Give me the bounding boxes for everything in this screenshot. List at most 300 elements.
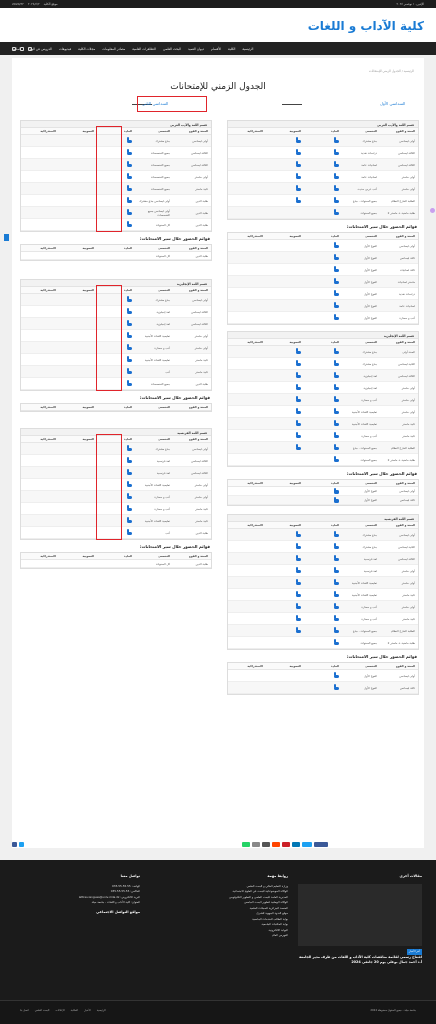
download-hand-icon[interactable]: [126, 380, 132, 386]
footer-post-title[interactable]: افتتاح رسمي لقائمة مناقشات كلية الآداب و اللغات من طرف مدير الجامعة أ.د أحمد جمال بوعلي يوم 20 جانفي 2024: [299, 955, 422, 964]
download-hand-icon[interactable]: [126, 149, 132, 155]
share-icon-2[interactable]: [19, 842, 24, 847]
random-icon[interactable]: [20, 47, 24, 51]
attendance-row: [228, 682, 418, 694]
download-hand-icon[interactable]: [333, 314, 339, 320]
table-cell: ثالثة ليسانس: [399, 685, 415, 690]
footer-link-4[interactable]: الوكالة الوطنية لتطوير البحث الجامعي: [244, 900, 288, 904]
table-cell: [266, 591, 304, 598]
left-attendance-table: [20, 552, 212, 569]
column-header: السنة و الفوج: [188, 129, 208, 133]
download-hand-icon[interactable]: [333, 456, 339, 462]
table-heading: قسم اللغة الفرنسية: [228, 515, 418, 522]
download-hand-icon[interactable]: [295, 627, 301, 633]
table-cell: جميع السنوات - جذع: [352, 628, 377, 633]
column-header: التخصص: [365, 664, 377, 668]
table-cell: [266, 627, 304, 634]
attendance-row: [228, 252, 418, 264]
download-hand-icon[interactable]: [295, 567, 301, 573]
table-row: [228, 553, 418, 565]
table-cell: [266, 603, 304, 610]
table-cell: تعليمية اللغات الأجنبية: [144, 357, 170, 362]
column-header: السنة و الفوج: [188, 405, 208, 409]
table-cell: [266, 348, 304, 355]
topbar-today: الإثنين، ١ نوفمبر ٢٠٢٤: [396, 2, 424, 6]
download-hand-icon[interactable]: [333, 615, 339, 621]
table-cell: [304, 531, 342, 538]
download-hand-icon[interactable]: [126, 209, 132, 215]
table-header-row: [228, 480, 418, 487]
table-cell: طلبة الدين: [195, 198, 208, 203]
column-header: السنة و الفوج: [188, 437, 208, 441]
nav-item-resources[interactable]: مصادر المعلومات: [102, 46, 126, 51]
table-cell: جذع مشترك: [362, 361, 377, 366]
table-cell: الفوج الأول: [364, 255, 377, 260]
search-icon[interactable]: [12, 47, 16, 51]
download-hand-icon[interactable]: [295, 137, 301, 143]
column-header: التخصص: [365, 234, 377, 238]
table-cell: [304, 432, 342, 439]
attendance-title: قوائم الحضور خلال سير الامتحانات:: [346, 654, 417, 659]
table-cell: جذع مشترك: [362, 532, 377, 537]
download-hand-icon[interactable]: [126, 221, 132, 227]
side-tab-icon[interactable]: [4, 234, 9, 241]
download-hand-icon[interactable]: [333, 185, 339, 191]
download-hand-icon[interactable]: [333, 432, 339, 438]
table-cell: الفوج الأول: [364, 315, 377, 320]
download-hand-icon[interactable]: [333, 555, 339, 561]
download-hand-icon[interactable]: [333, 672, 339, 678]
download-hand-icon[interactable]: [333, 396, 339, 402]
table-cell: لغة إنجليزية: [156, 309, 170, 314]
table-cell: [266, 567, 304, 574]
footer-phone: الهاتف: 035.55.55.55: [112, 883, 140, 888]
footer-link-6[interactable]: موقع الندوة الجهوية للشرق: [256, 911, 288, 915]
table-cell: [266, 555, 304, 562]
table-cell: [266, 372, 304, 379]
table-cell: أولى ماستر: [401, 385, 415, 390]
top-bar: [0, 0, 436, 8]
download-hand-icon[interactable]: [333, 302, 339, 308]
table-cell: [304, 254, 342, 261]
attendance-row: [228, 487, 418, 496]
column-header: السنة و الفوج: [395, 234, 415, 238]
download-hand-icon[interactable]: [126, 173, 132, 179]
left-attendance-table: [20, 403, 212, 412]
table-cell: أولى ليسانس: [399, 532, 415, 537]
download-hand-icon[interactable]: [333, 408, 339, 414]
download-hand-icon[interactable]: [295, 420, 301, 426]
table-cell: [304, 591, 342, 598]
table-cell: [266, 579, 304, 586]
menu-icon[interactable]: [28, 47, 32, 51]
table-cell: أدب و حضارة: [361, 397, 377, 402]
table-cell: أولى ماستر: [401, 580, 415, 585]
table-cell: أدب: [165, 530, 170, 535]
download-hand-icon[interactable]: [333, 444, 339, 450]
footer-link-7[interactable]: بوابة الطالب للخدمات الجامعية: [252, 916, 288, 921]
topbar-left: [12, 2, 58, 6]
table-heading: قسم اللغة الفرنسية: [21, 429, 211, 436]
download-hand-icon[interactable]: [126, 505, 132, 511]
share-whatsapp-icon[interactable]: [242, 842, 250, 847]
table-row: [228, 135, 418, 147]
table-cell: كل السنوات: [155, 222, 170, 227]
table-cell: [304, 615, 342, 622]
table-cell: لغة إنجليزية: [363, 373, 377, 378]
download-hand-icon[interactable]: [333, 684, 339, 690]
column-header: السنة و الفوج: [188, 554, 208, 558]
table-row: [228, 147, 418, 159]
share-facebook-icon[interactable]: [314, 842, 328, 847]
column-header: التصويبة: [82, 246, 94, 250]
table-cell: [266, 360, 304, 367]
table-cell: جميع السنوات: [360, 640, 377, 645]
download-hand-icon[interactable]: [295, 531, 301, 537]
download-hand-icon[interactable]: [126, 185, 132, 191]
download-hand-icon[interactable]: [333, 627, 339, 633]
attendance-row: [228, 276, 418, 288]
download-hand-icon[interactable]: [333, 209, 339, 215]
share-icon-1[interactable]: [12, 842, 17, 847]
table-cell: [304, 197, 342, 204]
table-cell: ثالثة ليسانس: [399, 498, 415, 502]
nav-item-college[interactable]: الكلية: [228, 46, 236, 51]
download-hand-icon[interactable]: [126, 161, 132, 167]
share-twitter-icon[interactable]: [302, 842, 312, 847]
download-hand-icon[interactable]: [126, 332, 132, 338]
table-cell: [266, 531, 304, 538]
download-hand-icon[interactable]: [126, 481, 132, 487]
table-header-row: [228, 233, 418, 240]
column-header: التخصص: [158, 437, 170, 441]
download-hand-icon[interactable]: [295, 372, 301, 378]
download-hand-icon[interactable]: [333, 579, 339, 585]
table-cell: لغة إنجليزية: [363, 385, 377, 390]
download-hand-icon[interactable]: [126, 308, 132, 314]
table-cell: [266, 149, 304, 156]
table-cell: الفوج الأول: [364, 243, 377, 248]
download-hand-icon[interactable]: [333, 497, 339, 503]
download-hand-icon[interactable]: [295, 555, 301, 561]
table-row: [228, 601, 418, 613]
table-cell: [304, 314, 342, 321]
table-row: [228, 454, 418, 466]
table-cell: طلبة الدين: [195, 253, 208, 258]
column-header: السنة و الفوج: [188, 246, 208, 250]
download-hand-icon[interactable]: [333, 173, 339, 179]
attendance-row: [228, 670, 418, 682]
download-hand-icon[interactable]: [126, 356, 132, 362]
download-hand-icon[interactable]: [295, 185, 301, 191]
attendance-row: [228, 240, 418, 252]
page-title: الجدول الزمني للإمتحانات: [170, 82, 266, 92]
footer-link-10[interactable]: الفهرس العام: [272, 933, 288, 937]
topbar-site-link[interactable]: موقع الكلية: [43, 2, 58, 6]
footer-email[interactable]: البريد الالكتروني: lettres.langues@univ-mila.dz: [78, 894, 140, 899]
download-hand-icon[interactable]: [333, 161, 339, 167]
table-cell: لسانيات عامة: [361, 162, 377, 167]
table-cell: ماستر لسانيات: [397, 279, 415, 284]
table-row: [228, 565, 418, 577]
table-cell: أولى ليسانس: [192, 138, 208, 143]
table-cell: جميع التخصصات: [150, 150, 170, 155]
nav-item-departments[interactable]: الأقسام: [211, 46, 222, 51]
attendance-row: [228, 288, 418, 300]
column-header: التخصص: [158, 129, 170, 133]
table-cell: لغة فرنسية: [156, 470, 170, 475]
download-hand-icon[interactable]: [295, 615, 301, 621]
table-cell: لسانيات عامة: [361, 174, 377, 179]
download-hand-icon[interactable]: [333, 372, 339, 378]
table-row: [228, 406, 418, 418]
table-cell: الثالثة ليسانس: [191, 309, 208, 314]
right-attendance-table: [227, 479, 419, 506]
nav-item-home[interactable]: الرئيسية: [242, 46, 254, 51]
nav-item-lessons[interactable]: الدروس عن الوباء: [28, 46, 52, 51]
download-hand-icon[interactable]: [333, 360, 339, 366]
right-attendance-table: [227, 232, 419, 325]
share-email-icon[interactable]: [252, 842, 260, 847]
footer-bottom-link-4[interactable]: الإعلانات: [55, 1009, 65, 1012]
table-cell: الثالثة ليسانس: [191, 162, 208, 167]
download-hand-icon[interactable]: [333, 531, 339, 537]
footer-bottom-link-2[interactable]: الأخبار: [84, 1009, 91, 1012]
table-cell: [304, 567, 342, 574]
table-cell: ثانية ماستر: [195, 518, 208, 523]
table-cell: الثالثة ليسانس: [398, 373, 415, 378]
download-hand-icon[interactable]: [295, 360, 301, 366]
table-cell: أولى ماستر: [401, 174, 415, 179]
download-hand-icon[interactable]: [126, 529, 132, 535]
table-cell: [266, 197, 304, 204]
footer-link-2[interactable]: الوكالة الموضوعاتية للبحث في العلوم الاجتماعية: [232, 889, 288, 893]
table-cell: [304, 348, 342, 355]
download-hand-icon[interactable]: [126, 320, 132, 326]
download-hand-icon[interactable]: [333, 639, 339, 645]
column-header: التصويبة: [289, 664, 301, 668]
table-row: [228, 195, 418, 207]
column-header: التصويبة: [289, 523, 301, 527]
download-hand-icon[interactable]: [333, 254, 339, 260]
column-header: المادة: [330, 664, 339, 668]
download-hand-icon[interactable]: [295, 432, 301, 438]
table-cell: لغة فرنسية: [156, 458, 170, 463]
download-hand-icon[interactable]: [333, 603, 339, 609]
download-hand-icon[interactable]: [333, 543, 339, 549]
footer-post-image[interactable]: [298, 884, 422, 946]
download-hand-icon[interactable]: [295, 444, 301, 450]
download-hand-icon[interactable]: [295, 348, 301, 354]
download-hand-icon[interactable]: [333, 591, 339, 597]
semester1-label[interactable]: السداسي الأول: [380, 101, 406, 106]
column-header: المادة: [330, 523, 339, 527]
table-cell: الثانية ليسانس: [398, 544, 415, 549]
nav-item-research[interactable]: البحث العلمي: [162, 46, 181, 51]
download-hand-icon[interactable]: [295, 384, 301, 390]
nav-item-journals[interactable]: مجلات الكلية: [78, 46, 96, 51]
download-hand-icon[interactable]: [333, 149, 339, 155]
download-hand-icon[interactable]: [126, 344, 132, 350]
column-header: التخصص: [158, 554, 170, 558]
table-cell: [304, 603, 342, 610]
download-hand-icon[interactable]: [295, 603, 301, 609]
table-row: [228, 171, 418, 183]
attendance-row: [228, 496, 418, 505]
table-cell: [266, 543, 304, 550]
column-header: التصويبة: [82, 554, 94, 558]
table-cell: أولى ليسانس جميع التخصصات: [147, 208, 170, 217]
footer-link-3[interactable]: المديرية العامة للبحث العلمي و التطوير التكنولوجي: [228, 894, 288, 899]
table-cell: جميع التخصصات: [150, 174, 170, 179]
share-linkedin-icon[interactable]: [292, 842, 300, 847]
table-cell: أولى ليسانس: [399, 243, 415, 248]
download-hand-icon[interactable]: [295, 173, 301, 179]
download-hand-icon[interactable]: [126, 457, 132, 463]
table-cell: [304, 672, 342, 679]
attendance-row: [21, 560, 211, 568]
download-hand-icon[interactable]: [333, 290, 339, 296]
footer-bottom: [0, 1000, 436, 1024]
site-title[interactable]: كلية الآداب و اللغات: [307, 19, 424, 33]
column-header: التصويبة: [82, 288, 94, 292]
nav-item-library[interactable]: المكتبة: [12, 46, 22, 51]
column-header: المادة: [330, 129, 339, 133]
download-hand-icon[interactable]: [295, 579, 301, 585]
table-header-row: [228, 339, 418, 346]
nav-item-events[interactable]: التظاهرات العلمية: [132, 46, 156, 51]
footer-link-8[interactable]: بوابة المكتبات الجامعية: [261, 922, 288, 926]
download-hand-icon[interactable]: [333, 567, 339, 573]
side-dot-icon[interactable]: [430, 208, 435, 213]
column-header: الاستدراكية: [40, 129, 56, 133]
column-header: التخصص: [365, 129, 377, 133]
table-cell: الطلبة الخارج النظام: [391, 445, 415, 450]
download-hand-icon[interactable]: [333, 420, 339, 426]
table-cell: أدب و حضارة: [361, 433, 377, 438]
download-hand-icon[interactable]: [333, 488, 339, 494]
table-cell: الفوج الأول: [364, 673, 377, 678]
download-hand-icon[interactable]: [333, 348, 339, 354]
download-hand-icon[interactable]: [126, 493, 132, 499]
table-cell: الثالثة ليسانس: [398, 556, 415, 561]
table-row: [228, 589, 418, 601]
download-hand-icon[interactable]: [333, 137, 339, 143]
download-hand-icon[interactable]: [333, 278, 339, 284]
footer-bottom-link-6[interactable]: اتصل بنا: [20, 1009, 29, 1012]
download-hand-icon[interactable]: [295, 543, 301, 549]
table-cell: الفوج الأول: [364, 685, 377, 690]
download-hand-icon[interactable]: [333, 242, 339, 248]
footer-bottom-link-1[interactable]: الرئيسية: [96, 1009, 106, 1012]
table-cell: جذع مشترك: [362, 138, 377, 143]
semester2-label[interactable]: السداسي الثاني: [142, 101, 169, 106]
table-cell: [304, 278, 342, 285]
table-cell: أولى ماستر: [401, 604, 415, 609]
download-hand-icon[interactable]: [295, 591, 301, 597]
left-attendance-table: [20, 244, 212, 261]
column-header: المادة: [123, 437, 132, 441]
share-pinterest-icon[interactable]: [282, 842, 290, 847]
footer-link-5[interactable]: المنصة الجزائرية للمجلات العلمية: [249, 905, 288, 910]
download-hand-icon[interactable]: [295, 197, 301, 203]
table-cell: جذع مشترك: [155, 446, 170, 451]
download-hand-icon[interactable]: [295, 149, 301, 155]
breadcrumb[interactable]: الرئيسية / الجدول الزمني للإمتحانات: [368, 69, 414, 73]
footer-link-1[interactable]: وزارة التعليم العالي و البحث العلمي: [246, 883, 288, 888]
column-header: السنة و الفوج: [395, 340, 415, 344]
table-cell: طلبة ماضية + ماستر 2: [387, 457, 415, 462]
table-cell: [266, 384, 304, 391]
table-cell: الفوج الأول: [364, 291, 377, 296]
footer-link-9[interactable]: البوابة الالكترونية: [268, 927, 288, 932]
table-cell: أدب و حضارة: [154, 494, 170, 499]
column-header: التصويبة: [289, 234, 301, 238]
download-hand-icon[interactable]: [295, 161, 301, 167]
footer-bottom-link-3[interactable]: المكتبة: [70, 1009, 79, 1012]
attendance-title: قوائم الحضور خلال سير الامتحانات:: [139, 395, 210, 400]
table-row: [228, 382, 418, 394]
share-print-icon[interactable]: [262, 842, 270, 847]
table-cell: [304, 384, 342, 391]
footer-links: [160, 874, 288, 939]
download-hand-icon[interactable]: [333, 197, 339, 203]
table-cell: طلبة الدين: [195, 210, 208, 215]
main-nav: [0, 42, 436, 55]
download-hand-icon[interactable]: [126, 197, 132, 203]
download-hand-icon[interactable]: [126, 445, 132, 451]
table-cell: الفوج الأول: [364, 267, 377, 272]
table-cell: السنة أولى: [402, 349, 415, 354]
download-hand-icon[interactable]: [295, 396, 301, 402]
download-hand-icon[interactable]: [126, 296, 132, 302]
column-header: التصويبة: [82, 129, 94, 133]
table-cell: [266, 137, 304, 144]
column-header: التخصص: [365, 523, 377, 527]
column-header: الاستدراكية: [40, 405, 56, 409]
download-hand-icon[interactable]: [333, 384, 339, 390]
column-header: التصويبة: [289, 129, 301, 133]
table-cell: جميع التخصصات: [150, 381, 170, 386]
table-cell: أولى ماستر: [401, 397, 415, 402]
table-cell: ثانية ماستر: [402, 421, 415, 426]
attendance-row: [228, 264, 418, 276]
share-reddit-icon[interactable]: [272, 842, 280, 847]
table-cell: الثالثة ليسانس: [398, 150, 415, 155]
table-cell: [304, 161, 342, 168]
footer-bottom-link-5[interactable]: البحث العلمي: [34, 1009, 50, 1012]
footer-contact: [20, 874, 140, 919]
table-cell: أولى ليسانس: [192, 297, 208, 302]
right-table-1: [227, 331, 419, 467]
download-hand-icon[interactable]: [126, 469, 132, 475]
column-header: التصويبة: [289, 340, 301, 344]
share-buttons: [242, 842, 328, 847]
table-header-row: [21, 404, 211, 411]
download-hand-icon[interactable]: [126, 368, 132, 374]
table-cell: [304, 396, 342, 403]
download-hand-icon[interactable]: [333, 266, 339, 272]
download-hand-icon[interactable]: [126, 137, 132, 143]
nav-item-dean[interactable]: ديوان العميد: [187, 46, 205, 51]
download-hand-icon[interactable]: [295, 408, 301, 414]
table-cell: أدب: [165, 369, 170, 374]
column-header: الاستدراكية: [40, 246, 56, 250]
nav-item-videos[interactable]: فيديوهات: [58, 46, 72, 51]
table-cell: [304, 360, 342, 367]
table-cell: أدب و حضارة: [361, 604, 377, 609]
download-hand-icon[interactable]: [126, 517, 132, 523]
